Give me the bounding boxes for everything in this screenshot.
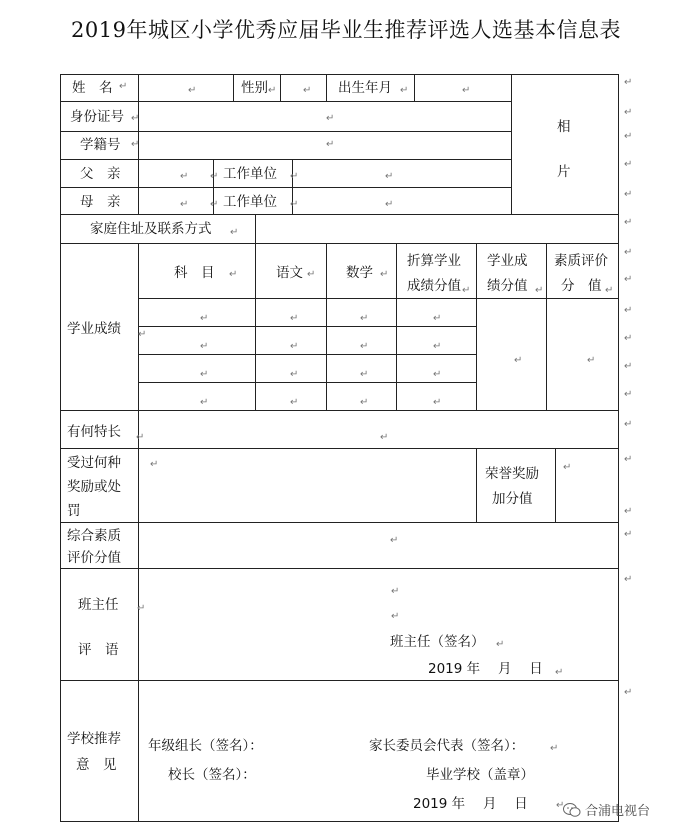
header-chinese: 语文 — [276, 265, 303, 281]
label-gender: 性别 — [241, 80, 268, 96]
label-mother: 母 亲 — [80, 194, 121, 210]
paragraph-mark-icon: ↵ — [230, 227, 239, 238]
paragraph-mark-icon: ↵ — [290, 397, 299, 408]
paragraph-mark-icon: ↵ — [624, 389, 633, 400]
paragraph-mark-icon: ↵ — [229, 269, 238, 280]
header-quality-1: 素质评价 — [554, 253, 608, 269]
paragraph-mark-icon: ↵ — [433, 397, 442, 408]
wechat-icon — [563, 802, 581, 818]
label-id-no: 身份证号 — [70, 109, 124, 125]
label-photo-1: 相 — [557, 119, 571, 135]
paragraph-mark-icon: ↵ — [535, 285, 544, 296]
paragraph-mark-icon: ↵ — [624, 159, 633, 170]
watermark — [563, 800, 650, 819]
paragraph-mark-icon: ↵ — [605, 285, 614, 296]
label-teacher-1: 班主任 — [78, 597, 119, 613]
paragraph-mark-icon: ↵ — [496, 639, 505, 650]
label-photo-2: 片 — [557, 164, 571, 180]
paragraph-mark-icon: ↵ — [360, 369, 369, 380]
paragraph-mark-icon: ↵ — [624, 274, 633, 285]
paragraph-mark-icon: ↵ — [624, 506, 633, 517]
paragraph-mark-icon: ↵ — [391, 611, 400, 622]
school-date: 2019 年 月 日 — [413, 796, 528, 812]
paragraph-mark-icon: ↵ — [307, 269, 316, 280]
paragraph-mark-icon: ↵ — [624, 217, 633, 228]
paragraph-mark-icon: ↵ — [131, 113, 140, 124]
label-name: 姓 名 — [72, 80, 113, 96]
paragraph-mark-icon: ↵ — [290, 199, 299, 210]
grade-leader-sign: 年级组长（签名）： — [148, 738, 263, 754]
paragraph-mark-icon: ↵ — [563, 462, 572, 473]
paragraph-mark-icon: ↵ — [180, 199, 189, 210]
label-address: 家庭住址及联系方式 — [90, 221, 212, 237]
watermark-text: 合浦电视台 — [585, 804, 651, 819]
paragraph-mark-icon: ↵ — [360, 313, 369, 324]
paragraph-mark-icon: ↵ — [624, 454, 633, 465]
paragraph-mark-icon: ↵ — [433, 341, 442, 352]
header-math: 数学 — [346, 265, 373, 281]
label-awards-2: 奖励或处 — [67, 479, 121, 495]
paragraph-mark-icon: ↵ — [200, 397, 209, 408]
paragraph-mark-icon: ↵ — [385, 199, 394, 210]
paragraph-mark-icon: ↵ — [268, 85, 277, 96]
label-father-work: 工作单位 — [223, 166, 277, 182]
paragraph-mark-icon: ↵ — [390, 535, 399, 546]
paragraph-mark-icon: ↵ — [624, 361, 633, 372]
label-honor-2: 加分值 — [492, 491, 533, 507]
label-honor-1: 荣誉奖励 — [485, 466, 539, 482]
principal-sign: 校长（签名）： — [168, 767, 256, 783]
paragraph-mark-icon: ↵ — [200, 369, 209, 380]
paragraph-mark-icon: ↵ — [326, 139, 335, 150]
header-converted-2: 成绩分值 — [407, 278, 461, 294]
paragraph-mark-icon: ↵ — [210, 171, 219, 182]
paragraph-mark-icon: ↵ — [624, 574, 633, 585]
school-seal: 毕业学校（盖章） — [426, 767, 534, 783]
header-subject: 科 目 — [174, 265, 215, 281]
paragraph-mark-icon: ↵ — [136, 432, 145, 443]
paragraph-mark-icon: ↵ — [303, 85, 312, 96]
label-specialty: 有何特长 — [67, 424, 121, 440]
paragraph-mark-icon: ↵ — [624, 687, 633, 698]
paragraph-mark-icon: ↵ — [200, 341, 209, 352]
label-mother-work: 工作单位 — [223, 194, 277, 210]
paragraph-mark-icon: ↵ — [624, 305, 633, 316]
header-academic-score-1: 学业成 — [487, 253, 528, 269]
parent-rep-sign: 家长委员会代表（签名）： — [369, 738, 525, 754]
paragraph-mark-icon: ↵ — [380, 269, 389, 280]
paragraph-mark-icon: ↵ — [137, 603, 146, 614]
paragraph-mark-icon: ↵ — [624, 333, 633, 344]
paragraph-mark-icon: ↵ — [200, 313, 209, 324]
paragraph-mark-icon: ↵ — [180, 171, 189, 182]
label-birth: 出生年月 — [338, 80, 392, 96]
label-academic: 学业成绩 — [67, 321, 121, 337]
label-overall-1: 综合素质 — [67, 528, 121, 544]
label-teacher-2: 评 语 — [78, 642, 119, 658]
paragraph-mark-icon: ↵ — [555, 667, 564, 678]
paragraph-mark-icon: ↵ — [514, 355, 523, 366]
label-school-1: 学校推荐 — [67, 731, 121, 747]
label-school-2: 意 见 — [76, 757, 117, 773]
paragraph-mark-icon: ↵ — [550, 743, 559, 754]
paragraph-mark-icon: ↵ — [587, 355, 596, 366]
paragraph-mark-icon: ↵ — [624, 77, 633, 88]
paragraph-mark-icon: ↵ — [150, 459, 159, 470]
paragraph-mark-icon: ↵ — [624, 189, 633, 200]
paragraph-mark-icon: ↵ — [210, 199, 219, 210]
paragraph-mark-icon: ↵ — [119, 81, 128, 92]
paragraph-mark-icon: ↵ — [290, 341, 299, 352]
paragraph-mark-icon: ↵ — [326, 113, 335, 124]
paragraph-mark-icon: ↵ — [380, 432, 389, 443]
paragraph-mark-icon: ↵ — [624, 247, 633, 258]
paragraph-mark-icon: ↵ — [400, 85, 409, 96]
paragraph-mark-icon: ↵ — [290, 369, 299, 380]
label-awards-3: 罚 — [67, 503, 81, 519]
header-converted-1: 折算学业 — [407, 253, 461, 269]
label-overall-2: 评价分值 — [67, 550, 121, 566]
label-awards-1: 受过何种 — [67, 455, 121, 471]
teacher-sign: 班主任（签名） — [390, 634, 485, 650]
paragraph-mark-icon: ↵ — [624, 419, 633, 430]
paragraph-mark-icon: ↵ — [360, 341, 369, 352]
paragraph-mark-icon: ↵ — [624, 529, 633, 540]
paragraph-mark-icon: ↵ — [624, 131, 633, 142]
teacher-date: 2019 年 月 日 — [428, 661, 543, 677]
paragraph-mark-icon: ↵ — [360, 397, 369, 408]
paragraph-mark-icon: ↵ — [131, 139, 140, 150]
paragraph-mark-icon: ↵ — [462, 85, 471, 96]
paragraph-mark-icon: ↵ — [290, 171, 299, 182]
paragraph-mark-icon: ↵ — [556, 800, 565, 811]
paragraph-mark-icon: ↵ — [462, 285, 471, 296]
paragraph-mark-icon: ↵ — [385, 171, 394, 182]
header-quality-2: 分 值 — [561, 278, 602, 294]
form-title: 2019年城区小学优秀应届毕业生推荐评选人选基本信息表 — [71, 18, 621, 42]
paragraph-mark-icon: ↵ — [433, 369, 442, 380]
paragraph-mark-icon: ↵ — [290, 313, 299, 324]
label-student-no: 学籍号 — [80, 137, 121, 153]
header-academic-score-2: 绩分值 — [487, 278, 528, 294]
paragraph-mark-icon: ↵ — [624, 107, 633, 118]
paragraph-mark-icon: ↵ — [391, 586, 400, 597]
paragraph-mark-icon: ↵ — [138, 329, 147, 340]
paragraph-mark-icon: ↵ — [433, 313, 442, 324]
label-father: 父 亲 — [80, 166, 121, 182]
paragraph-mark-icon: ↵ — [188, 85, 197, 96]
